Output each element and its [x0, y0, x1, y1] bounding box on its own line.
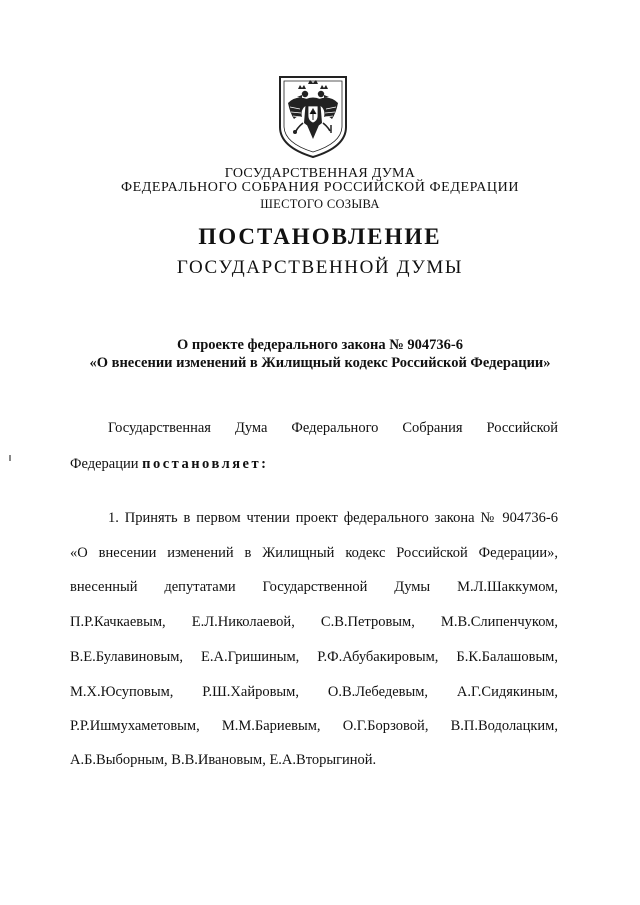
russian-coat-of-arms-icon [276, 73, 350, 159]
org-name-line-2: ФЕДЕРАЛЬНОГО СОБРАНИЯ РОССИЙСКОЙ ФЕДЕРАЦИИ [120, 180, 520, 195]
clause-line: внесенный депутатами Государственной Думы М.Л.Шаккумом, [70, 579, 558, 595]
clause-line: Р.Р.Ишмухаметовым, М.М.Бариевым, О.Г.Борзовой, В.П.Водолацким, [70, 718, 558, 734]
document-authority: ГОСУДАРСТВЕННОЙ ДУМЫ [176, 257, 464, 278]
convocation-line: ШЕСТОГО СОЗЫВА [260, 197, 380, 211]
subject-line-1: О проекте федерального закона № 904736-6 [176, 337, 464, 353]
subject-line-2: «О внесении изменений в Жилищный кодекс Российской Федерации» [89, 355, 551, 371]
decree-verb: постановляет: [142, 456, 269, 472]
clause-line: М.Х.Юсуповым, Р.Ш.Хайровым, О.В.Лебедевым, А.Г.Сидякиным, [70, 684, 558, 700]
document-type-title: ПОСТАНОВЛЕНИЕ [198, 224, 442, 249]
preamble-prefix: Федерации [70, 456, 143, 472]
clause-line: В.Е.Булавиновым, Е.А.Гришиным, Р.Ф.Абубакировым, Б.К.Балашовым, [70, 649, 558, 665]
clause-line: А.Б.Выборным, В.В.Ивановым, Е.А.Вторыгиной. [70, 752, 377, 768]
clause-line: П.Р.Качкаевым, Е.Л.Николаевой, С.В.Петровым, М.В.Слипенчуком, [70, 614, 558, 630]
preamble-line-1: Государственная Дума Федерального Собрания Российской [108, 420, 558, 436]
clause-line: «О внесении изменений в Жилищный кодекс Российской Федерации», [70, 545, 558, 561]
scan-margin-mark [9, 455, 11, 461]
org-name-line-1: ГОСУДАРСТВЕННАЯ ДУМА [224, 166, 416, 181]
clause-line: 1. Принять в первом чтении проект федерального закона № 904736-6 [108, 510, 558, 526]
preamble-line-2 [70, 456, 558, 473]
